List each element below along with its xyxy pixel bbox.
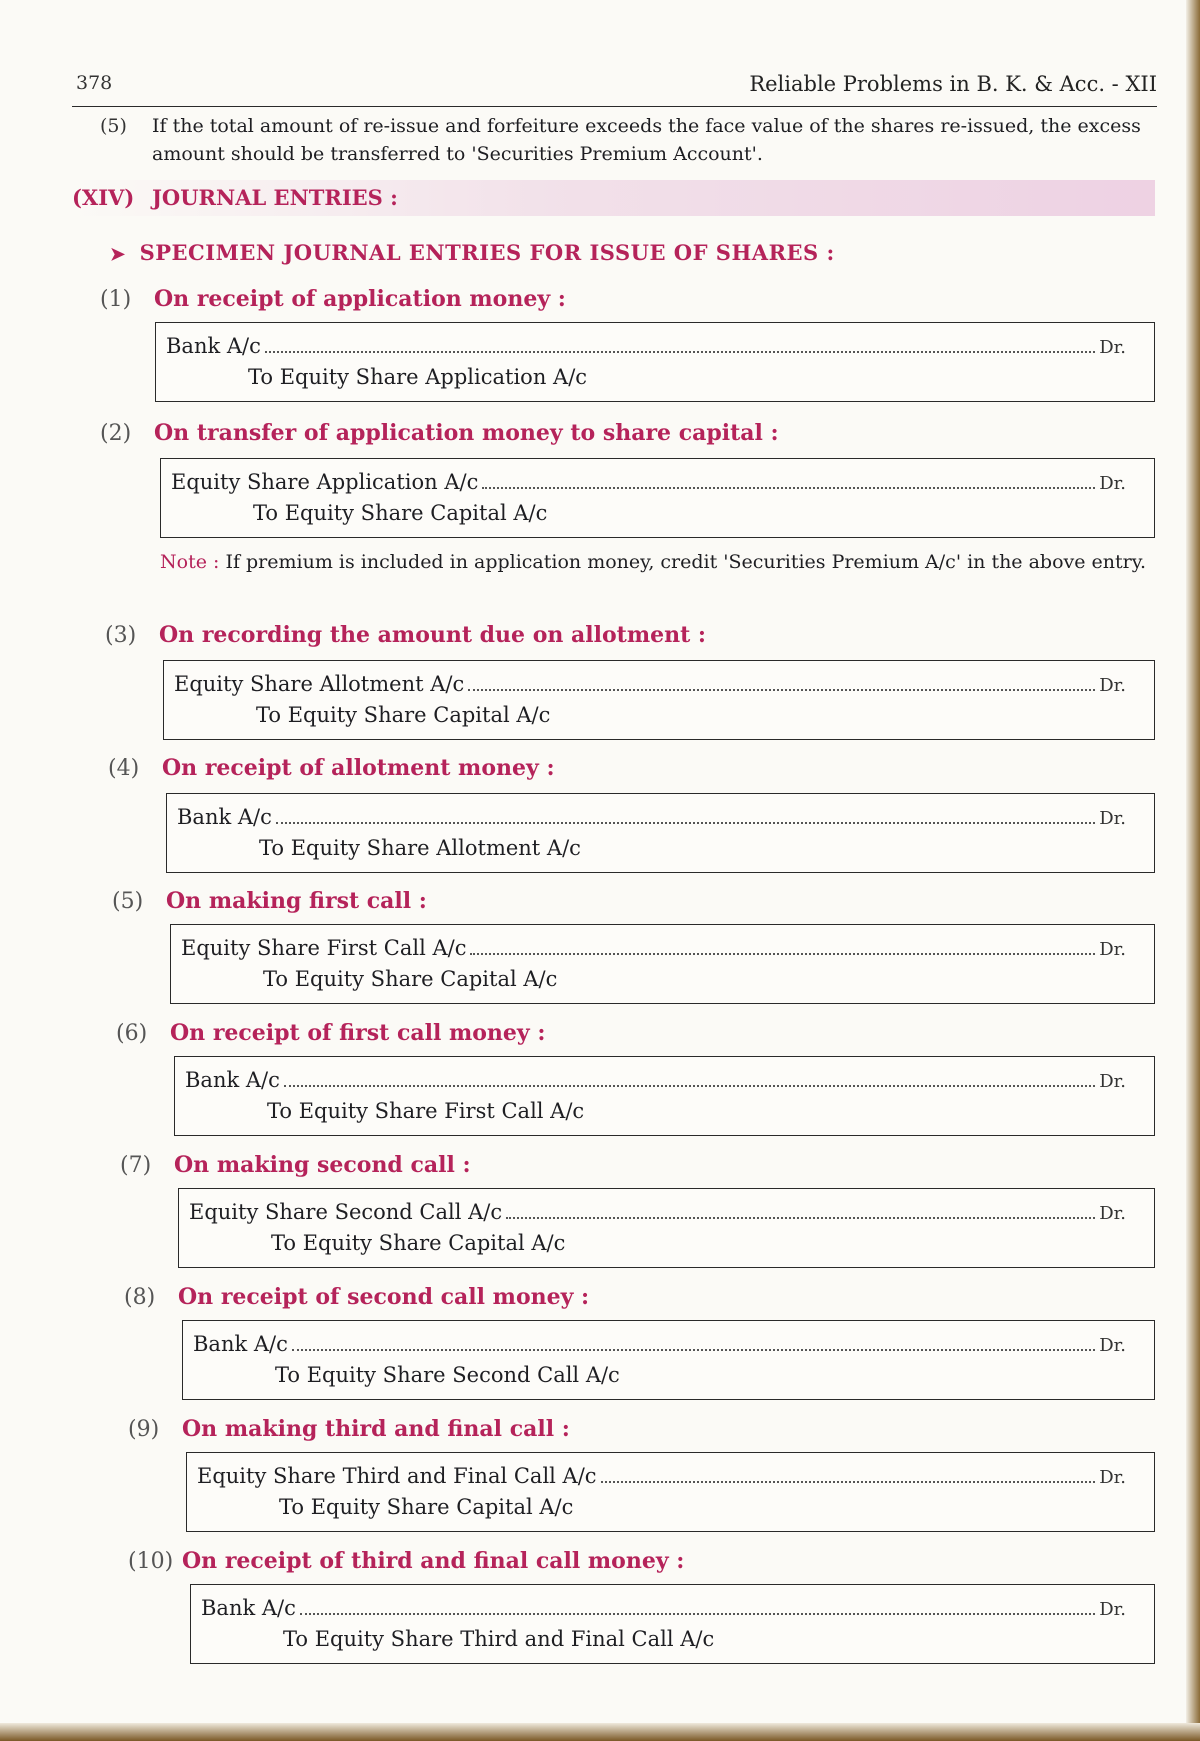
debit-account: Equity Share Allotment A/c (174, 672, 465, 696)
dotted-leader (468, 671, 1095, 691)
debit-marker: Dr. (1099, 1203, 1126, 1224)
credit-account: To Equity Share Second Call A/c (275, 1363, 620, 1387)
dotted-leader (506, 1199, 1095, 1219)
page-header (72, 72, 1157, 107)
dotted-leader (265, 333, 1095, 353)
debit-line (197, 1463, 1126, 1489)
debit-line (193, 1331, 1126, 1357)
debit-account: Bank A/c (177, 805, 272, 829)
subsection-heading (110, 240, 835, 265)
debit-marker: Dr. (1099, 675, 1126, 696)
debit-line (181, 935, 1126, 961)
entry-title-text: On receipt of first call money : (170, 1020, 546, 1046)
entry-title-text: On making first call : (166, 888, 427, 914)
page-edge-bottom (0, 1723, 1200, 1741)
debit-account: Bank A/c (166, 334, 261, 358)
journal-entry-box (190, 1584, 1155, 1664)
entry-number: (3) (105, 623, 137, 648)
debit-marker: Dr. (1099, 939, 1126, 960)
journal-entry-box (163, 660, 1155, 740)
entry-title (120, 1152, 471, 1178)
journal-entry-box (166, 793, 1155, 873)
debit-line (166, 333, 1126, 359)
entry-title-text: On making third and final call : (182, 1416, 570, 1442)
credit-account: To Equity Share Application A/c (248, 365, 588, 389)
entry-title (100, 286, 566, 312)
entry-number: (2) (100, 421, 132, 446)
entry-number: (1) (100, 287, 132, 312)
credit-account: To Equity Share First Call A/c (267, 1099, 585, 1123)
credit-account: To Equity Share Allotment A/c (259, 836, 581, 860)
debit-line (189, 1199, 1126, 1225)
debit-marker: Dr. (1099, 1467, 1126, 1488)
debit-marker: Dr. (1099, 337, 1126, 358)
entry-number: (4) (108, 756, 140, 781)
note-paragraph (160, 548, 1150, 576)
debit-account: Equity Share Third and Final Call A/c (197, 1464, 597, 1488)
intro-text: If the total amount of re-issue and forfeiture exceeds the face value of the shares re-issued, the excess amount should be transferred to 'Securities Premium Account'. (152, 115, 1141, 165)
page-edge-right (1186, 0, 1200, 1741)
entry-title-text: On transfer of application money to share capital : (154, 420, 779, 446)
entry-title (128, 1548, 684, 1574)
journal-entry-box (178, 1188, 1155, 1268)
debit-account: Equity Share Second Call A/c (189, 1200, 503, 1224)
journal-entry-box (160, 458, 1155, 538)
entry-title-text: On receipt of allotment money : (162, 755, 555, 781)
credit-account: To Equity Share Capital A/c (256, 703, 551, 727)
entry-number: (9) (128, 1417, 160, 1442)
entry-title (108, 755, 555, 781)
entry-title-text: On receipt of application money : (154, 286, 566, 312)
debit-account: Bank A/c (185, 1068, 280, 1092)
dotted-leader (601, 1463, 1096, 1483)
entry-number: (6) (116, 1021, 148, 1046)
debit-account: Equity Share First Call A/c (181, 936, 467, 960)
dotted-leader (292, 1331, 1095, 1351)
credit-account: To Equity Share Capital A/c (253, 501, 548, 525)
debit-line (174, 671, 1126, 697)
entry-title (112, 888, 427, 914)
debit-marker: Dr. (1099, 473, 1126, 494)
section-title: JOURNAL ENTRIES : (152, 185, 398, 210)
debit-line (177, 804, 1126, 830)
debit-account: Bank A/c (193, 1332, 288, 1356)
entry-title (128, 1416, 570, 1442)
section-heading (70, 180, 1155, 216)
dotted-leader (482, 469, 1095, 489)
entry-title-text: On receipt of third and final call money : (182, 1548, 685, 1574)
credit-account: To Equity Share Capital A/c (279, 1495, 574, 1519)
debit-account: Bank A/c (201, 1596, 296, 1620)
journal-entry-box (155, 322, 1155, 402)
debit-marker: Dr. (1099, 1335, 1126, 1356)
entry-title-text: On making second call : (174, 1152, 471, 1178)
entry-title-text: On recording the amount due on allotment : (159, 622, 707, 648)
intro-number: (5) (100, 115, 127, 137)
subsection-title: SPECIMEN JOURNAL ENTRIES FOR ISSUE OF SHARES : (139, 240, 835, 265)
page-number: 378 (76, 72, 113, 94)
journal-entry-box (170, 924, 1155, 1004)
credit-account: To Equity Share Capital A/c (263, 967, 558, 991)
debit-line (201, 1595, 1126, 1621)
entry-title (105, 622, 706, 648)
credit-account: To Equity Share Third and Final Call A/c (283, 1627, 715, 1651)
debit-line (171, 469, 1126, 495)
debit-marker: Dr. (1099, 1071, 1126, 1092)
debit-marker: Dr. (1099, 1599, 1126, 1620)
debit-account: Equity Share Application A/c (171, 470, 479, 494)
section-roman-numeral: (XIV) (72, 185, 135, 210)
note-text: If premium is included in application money, credit 'Securities Premium A/c' in the above entry. (225, 551, 1146, 573)
dotted-leader (276, 804, 1095, 824)
entry-title-text: On receipt of second call money : (178, 1284, 590, 1310)
dotted-leader (284, 1067, 1095, 1087)
entry-title (100, 420, 779, 446)
dotted-leader (470, 935, 1095, 955)
credit-account: To Equity Share Capital A/c (271, 1231, 566, 1255)
arrow-bullet-icon: ➤ (110, 244, 126, 265)
entry-number: (7) (120, 1153, 152, 1178)
note-label: Note : (160, 551, 220, 573)
journal-entry-box (174, 1056, 1155, 1136)
debit-marker: Dr. (1099, 808, 1126, 829)
journal-entry-box (182, 1320, 1155, 1400)
entry-number: (10) (128, 1549, 174, 1574)
entry-number: (8) (124, 1285, 156, 1310)
entry-title (116, 1020, 545, 1046)
entry-title (124, 1284, 589, 1310)
dotted-leader (300, 1595, 1095, 1615)
running-title: Reliable Problems in B. K. & Acc. - XII (749, 72, 1157, 96)
entry-number: (5) (112, 889, 144, 914)
journal-entry-box (186, 1452, 1155, 1532)
debit-line (185, 1067, 1126, 1093)
